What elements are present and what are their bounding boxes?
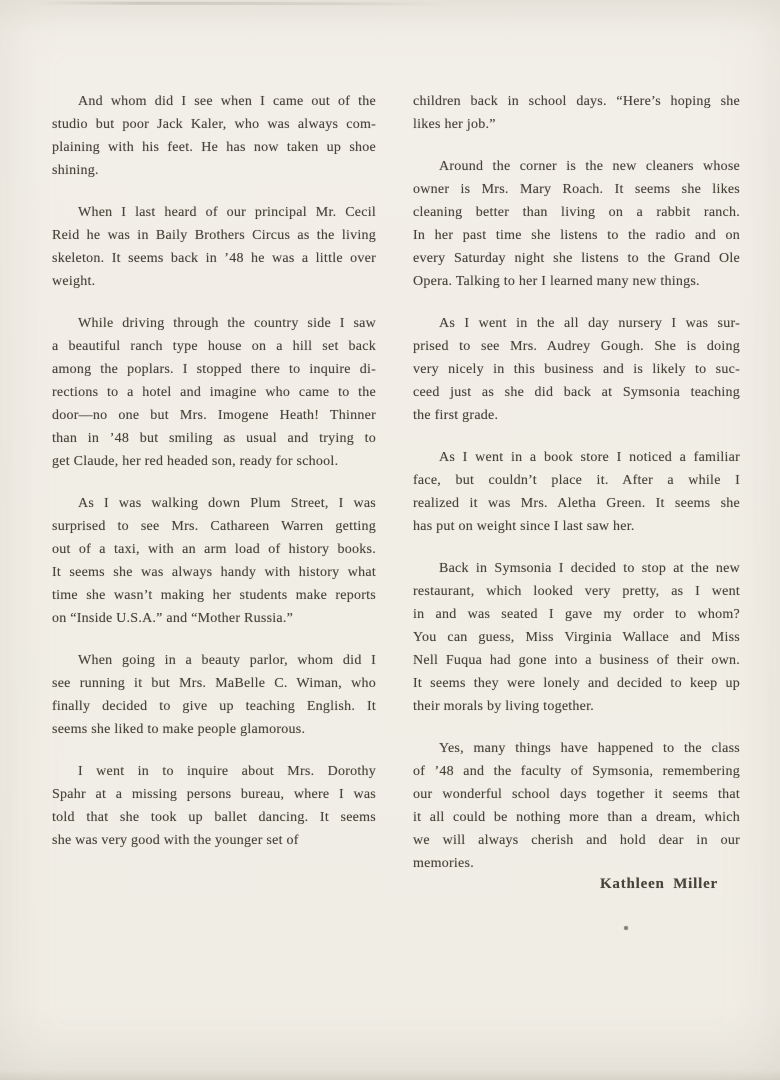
text-line: the first grade. — [413, 408, 499, 423]
text-line: It seems she was always handy with history what — [52, 565, 376, 580]
text-line: While driving through the country side I saw — [78, 316, 376, 331]
text-line: restaurant, which looked very pretty, as I went — [413, 584, 740, 599]
text-line: surprised to see Mrs. Cathareen Warren getting — [52, 519, 376, 534]
text-line: As I went in the all day nursery I was sur- — [439, 316, 740, 331]
paragraph — [52, 760, 376, 852]
text-line: As I went in a book store I noticed a familiar — [439, 450, 740, 465]
text-line: on “Inside U.S.A.” and “Mother Russia.” — [52, 611, 294, 626]
paragraph — [413, 557, 740, 718]
text-line: our wonderful school days together it seems that — [413, 787, 740, 802]
ink-speck — [624, 926, 628, 930]
text-line: When I last heard of our principal Mr. Cecil — [78, 205, 376, 220]
text-line: Spahr at a missing persons bureau, where I was — [52, 787, 376, 802]
text-line: Reid he was in Baily Brothers Circus as the living — [52, 228, 376, 243]
text-line: ceed just as she did back at Symsonia teaching — [413, 385, 740, 400]
text-line: Nell Fuqua had gone into a business of their own. — [413, 653, 740, 668]
text-line: their morals by living together. — [413, 699, 595, 714]
text-line: get Claude, her red headed son, ready for school. — [52, 454, 339, 469]
text-line: every Saturday night she listens to the Grand Ole — [413, 251, 740, 266]
text-line: very nicely in this business and is likely to suc- — [413, 362, 740, 377]
text-line: out of a taxi, with an arm load of history books. — [52, 542, 376, 557]
text-line: weight. — [52, 274, 96, 289]
text-line: realized it was Mrs. Aletha Green. It seems she — [413, 496, 740, 511]
paragraph — [52, 201, 376, 293]
text-line: among the poplars. I stopped there to inquire di- — [52, 362, 376, 377]
paragraph — [52, 312, 376, 473]
scan-edge-shadow-top — [38, 1, 448, 5]
paragraph — [413, 90, 740, 136]
text-line: door—no one but Mrs. Imogene Heath! Thinner — [52, 408, 376, 423]
text-line: When going in a beauty parlor, whom did I — [78, 653, 376, 668]
text-line: time she wasn’t making her students make reports — [52, 588, 376, 603]
text-line: she was very good with the younger set of — [52, 833, 299, 848]
text-line: plaining with his feet. He has now taken up shoe — [52, 140, 376, 155]
text-line: It seems they were lonely and decided to keep up — [413, 676, 740, 691]
text-line: finally decided to give up teaching English. It — [52, 699, 376, 714]
paragraph — [413, 312, 740, 427]
text-line: than in ’48 but smiling as usual and trying to — [52, 431, 376, 446]
text-line: Around the corner is the new cleaners whose — [439, 159, 740, 174]
right-text-column — [413, 90, 740, 875]
paragraph — [413, 155, 740, 293]
paragraph — [413, 446, 740, 538]
scan-edge-shadow-bottom — [0, 1070, 780, 1080]
text-line: seems she liked to make people glamorous. — [52, 722, 306, 737]
text-line: As I was walking down Plum Street, I was — [78, 496, 376, 511]
text-line: memories. — [413, 856, 474, 871]
text-line: likes her job.” — [413, 117, 496, 132]
text-line: we will always cherish and hold dear in our — [413, 833, 740, 848]
text-line: Opera. Talking to her I learned many new things. — [413, 274, 700, 289]
paragraph — [52, 492, 376, 630]
text-line: In her past time she listens to the radio and on — [413, 228, 740, 243]
text-line: skeleton. It seems back in ’48 he was a little over — [52, 251, 376, 266]
text-line: Back in Symsonia I decided to stop at the new — [439, 561, 740, 576]
text-line: see running it but Mrs. MaBelle C. Wiman, who — [52, 676, 376, 691]
text-line: owner is Mrs. Mary Roach. It seems she likes — [413, 182, 740, 197]
text-line: Yes, many things have happened to the class — [439, 741, 740, 756]
paragraph — [413, 737, 740, 875]
text-line: has put on weight since I last saw her. — [413, 519, 635, 534]
text-line: prised to see Mrs. Audrey Gough. She is doing — [413, 339, 740, 354]
text-line: studio but poor Jack Kaler, who was always com- — [52, 117, 376, 132]
text-line: I went in to inquire about Mrs. Dorothy — [78, 764, 376, 779]
text-line: cleaning better than living on a rabbit ranch. — [413, 205, 740, 220]
text-line: And whom did I see when I came out of the — [78, 94, 376, 109]
text-line: it all could be nothing more than a dream, which — [413, 810, 740, 825]
left-text-column — [52, 90, 376, 852]
text-line: told that she took up ballet dancing. It seems — [52, 810, 376, 825]
paragraph — [52, 649, 376, 741]
text-line: children back in school days. “Here’s hoping she — [413, 94, 740, 109]
text-line: in and was seated I gave my order to whom? — [413, 607, 740, 622]
text-line: shining. — [52, 163, 99, 178]
text-line: You can guess, Miss Virginia Wallace and Miss — [413, 630, 740, 645]
text-line: face, but couldn’t place it. After a while I — [413, 473, 740, 488]
paragraph — [52, 90, 376, 182]
text-line: rections to a hotel and imagine who came to the — [52, 385, 376, 400]
author-signature: Kathleen Miller — [599, 876, 718, 892]
text-line: of ’48 and the faculty of Symsonia, remembering — [413, 764, 740, 779]
text-line: a beautiful ranch type house on a hill set back — [52, 339, 376, 354]
